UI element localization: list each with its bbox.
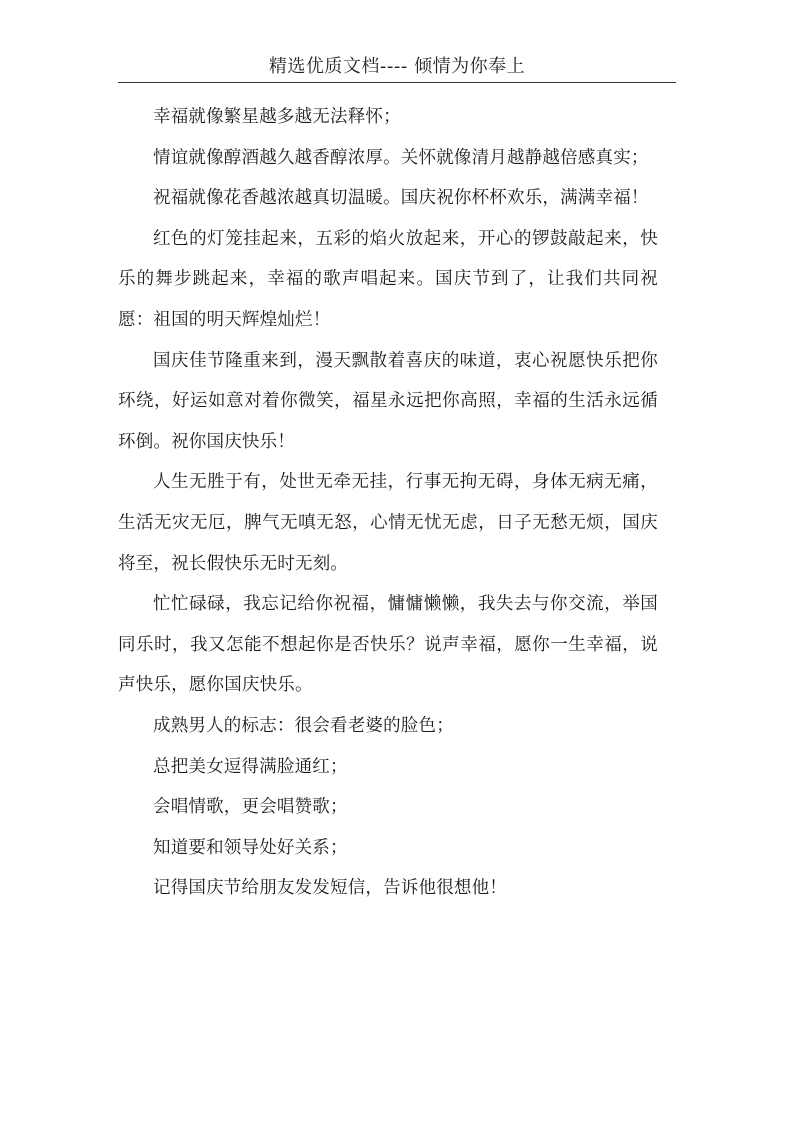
- paragraph: 情谊就像醇酒越久越香醇浓厚。关怀就像清月越静越倍感真实；: [153, 147, 649, 168]
- paragraph: 忙忙碌碌，我忘记给你祝福，慵慵懒懒，我失去与你交流，举国同乐时，我又怎能不想起你是否快乐？说声幸福，愿你一生幸福，说声快乐，愿你国庆快乐。: [118, 594, 658, 696]
- header-divider: [118, 82, 676, 83]
- paragraph: 会唱情歌，更会唱赞歌；: [153, 797, 348, 818]
- paragraph: 成熟男人的标志：很会看老婆的脸色；: [153, 715, 454, 736]
- paragraph: 祝福就像花香越浓越真切温暖。国庆祝你杯杯欢乐，满满幸福！: [153, 188, 649, 209]
- paragraph: 国庆佳节隆重来到，漫天飘散着喜庆的味道，衷心祝愿快乐把你环绕，好运如意对着你微笑，福星永远把你高照，幸福的生活永远循环倒。祝你国庆快乐！: [118, 350, 658, 452]
- paragraph: 红色的灯笼挂起来，五彩的焰火放起来，开心的锣鼓敲起来，快乐的舞步跳起来，幸福的歌声唱起来。国庆节到了，让我们共同祝愿：祖国的明天辉煌灿烂！: [118, 228, 658, 330]
- paragraph: 幸福就像繁星越多越无法释怀；: [153, 107, 401, 127]
- document-body: [118, 97, 658, 909]
- paragraph: 记得国庆节给朋友发发短信，告诉他很想他！: [153, 878, 507, 899]
- paragraph: 总把美女逗得满脸通红；: [153, 756, 348, 777]
- page-header-title: 精选优质文档---- 倾情为你奉上: [268, 56, 526, 77]
- paragraph: 知道要和领导处好关系；: [153, 837, 348, 858]
- paragraph: 人生无胜于有，处世无牵无挂，行事无拘无碍，身体无病无痛，生活无灾无厄，脾气无嗔无怒，心情无忧无虑，日子无愁无烦，国庆将至，祝长假快乐无时无刻。: [118, 472, 658, 574]
